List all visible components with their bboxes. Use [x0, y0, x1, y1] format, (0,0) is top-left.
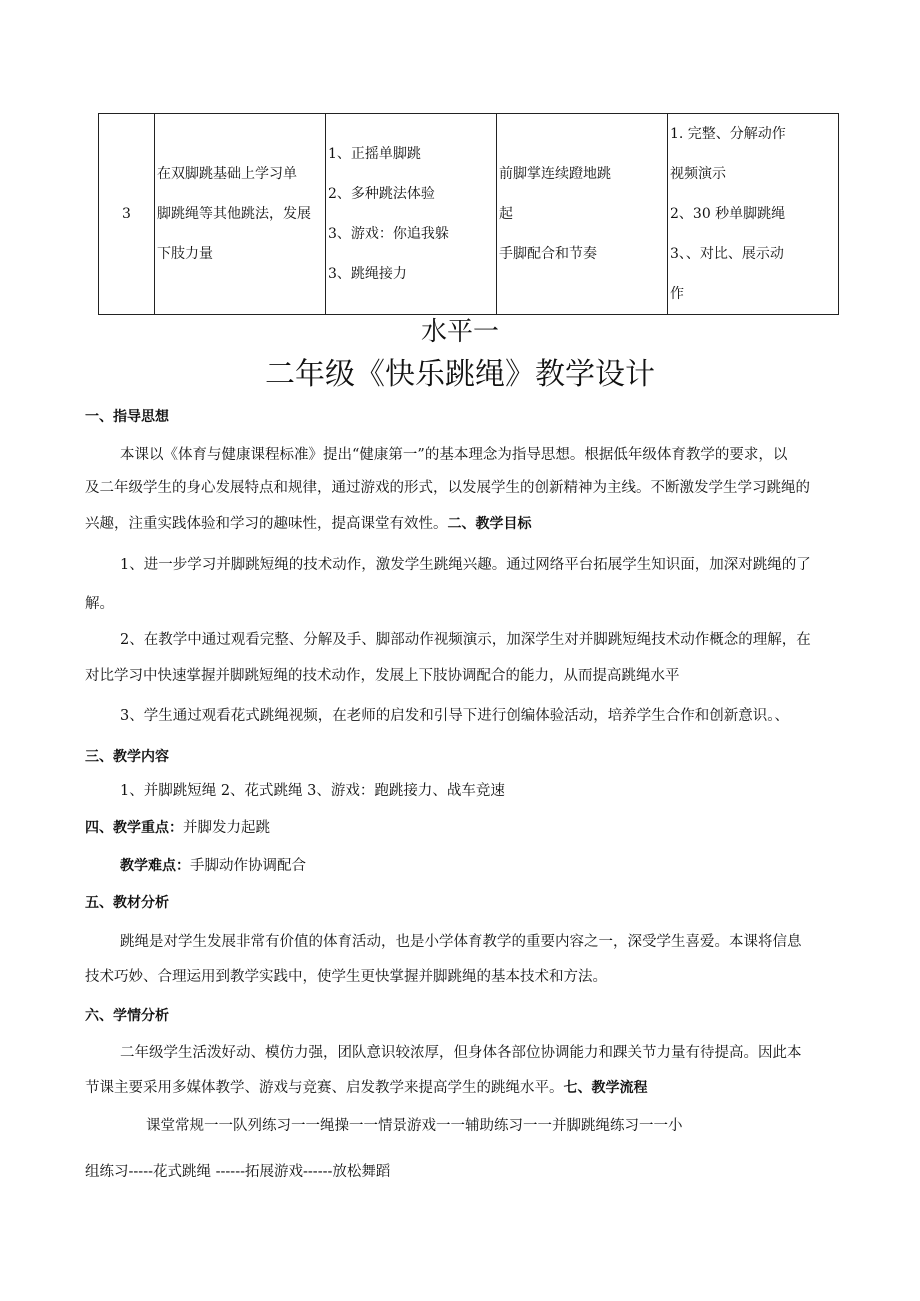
cell-line: 3、、对比、展示动	[670, 246, 784, 262]
section-heading: 三、教学内容	[85, 749, 169, 765]
label: 教学难点：	[120, 858, 190, 874]
cell-line: 1. 完整、分解动作	[670, 126, 786, 142]
section-heading: 七、教学流程	[563, 1080, 648, 1096]
lesson-methods	[668, 114, 839, 315]
lesson-number: 3	[99, 114, 155, 315]
level-heading: 水平一	[420, 317, 499, 347]
cell-line: 3、跳绳接力	[328, 266, 407, 282]
paragraph-line	[120, 856, 306, 876]
section-heading: 二、教学目标	[447, 516, 532, 532]
cell-line: 作	[670, 286, 684, 302]
paragraph-text: 节课主要采用多媒体教学、游戏与竞赛、启发教学来提高学生的跳绳水平。	[85, 1080, 564, 1096]
paragraph-line	[85, 1078, 648, 1098]
table-row	[99, 114, 839, 315]
cell-line: 起	[499, 206, 513, 222]
paragraph-line: 2、在教学中通过观看完整、分解及手、脚部动作视频演示，加深学生对并脚跳短绳技术动作概念的理解，在	[120, 632, 811, 648]
paragraph-line: 课堂常规一一队列练习一一绳操一一情景游戏一一辅助练习一一并脚跳绳练习一一小	[146, 1118, 683, 1134]
paragraph-line: 1、并脚跳短绳 2、花式跳绳 3、游戏：跑跳接力、战车竞速	[120, 783, 505, 799]
paragraph-line	[85, 514, 532, 534]
paragraph-line: 本课以《体育与健康课程标准》提出“健康第一”的基本理念为指导思想。根据低年级体育教学的要求，以	[120, 447, 788, 463]
lesson-key-points	[497, 114, 668, 315]
paragraph-line: 及二年级学生的身心发展特点和规律，通过游戏的形式，以发展学生的创新精神为主线。不断激发学生学习跳绳的	[85, 480, 810, 496]
cell-line: 脚跳绳等其他跳法，发展	[157, 206, 311, 222]
cell-line: 3、游戏：你追我躲	[328, 226, 449, 242]
cell-line: 2、30 秒单脚跳绳	[670, 206, 786, 222]
lesson-content	[326, 114, 497, 315]
section-heading: 六、学情分析	[85, 1008, 169, 1024]
section-heading: 五、教材分析	[85, 895, 169, 911]
paragraph-line: 跳绳是对学生发展非常有价值的体育活动，也是小学体育教学的重要内容之一，深受学生喜爱。本课将信息	[120, 934, 802, 950]
lesson-goal	[155, 114, 326, 315]
paragraph-text: 并脚发力起跳	[183, 820, 270, 836]
cell-line: 前脚掌连续蹬地跳	[499, 166, 611, 182]
cell-line: 2、多种跳法体验	[328, 186, 435, 202]
cell-line: 视频演示	[670, 166, 726, 182]
paragraph-line: 1、进一步学习并脚跳短绳的技术动作，激发学生跳绳兴趣。通过网络平台拓展学生知识面，加深对跳绳的了	[120, 557, 811, 573]
paragraph-text: 兴趣，注重实践体验和学习的趣味性，提高课堂有效性。	[85, 516, 448, 532]
paragraph-line: 二年级学生活泼好动、模仿力强，团队意识较浓厚，但身体各部位协调能力和踝关节力量有待提高。因此本	[120, 1045, 802, 1061]
paragraph-line: 解。	[85, 596, 114, 612]
cell-line: 手脚配合和节奏	[499, 246, 597, 262]
cell-line: 在双脚跳基础上学习单	[157, 166, 297, 182]
lesson-table	[98, 113, 839, 315]
page-title: 二年级《快乐跳绳》教学设计	[265, 357, 655, 392]
paragraph-line: 技术巧妙、合理运用到教学实践中，使学生更快掌握并脚跳绳的基本技术和方法。	[85, 969, 607, 985]
section-heading: 四、教学重点：	[85, 820, 183, 836]
paragraph-text: 手脚动作协调配合	[190, 858, 306, 874]
cell-line: 1、正摇单脚跳	[328, 146, 421, 162]
paragraph-line: 3、学生通过观看花式跳绳视频，在老师的启发和引导下进行创编体验活动，培养学生合作和创新意识。、	[120, 708, 789, 724]
paragraph-line: 组练习-----花式跳绳 ------拓展游戏------放松舞蹈	[85, 1164, 391, 1180]
cell-line: 下肢力量	[157, 246, 213, 262]
paragraph-line: 对比学习中快速掌握并脚跳短绳的技术动作，发展上下肢协调配合的能力，从而提高跳绳水平	[85, 668, 680, 684]
paragraph-line	[85, 818, 270, 838]
section-heading: 一、指导思想	[85, 409, 169, 425]
